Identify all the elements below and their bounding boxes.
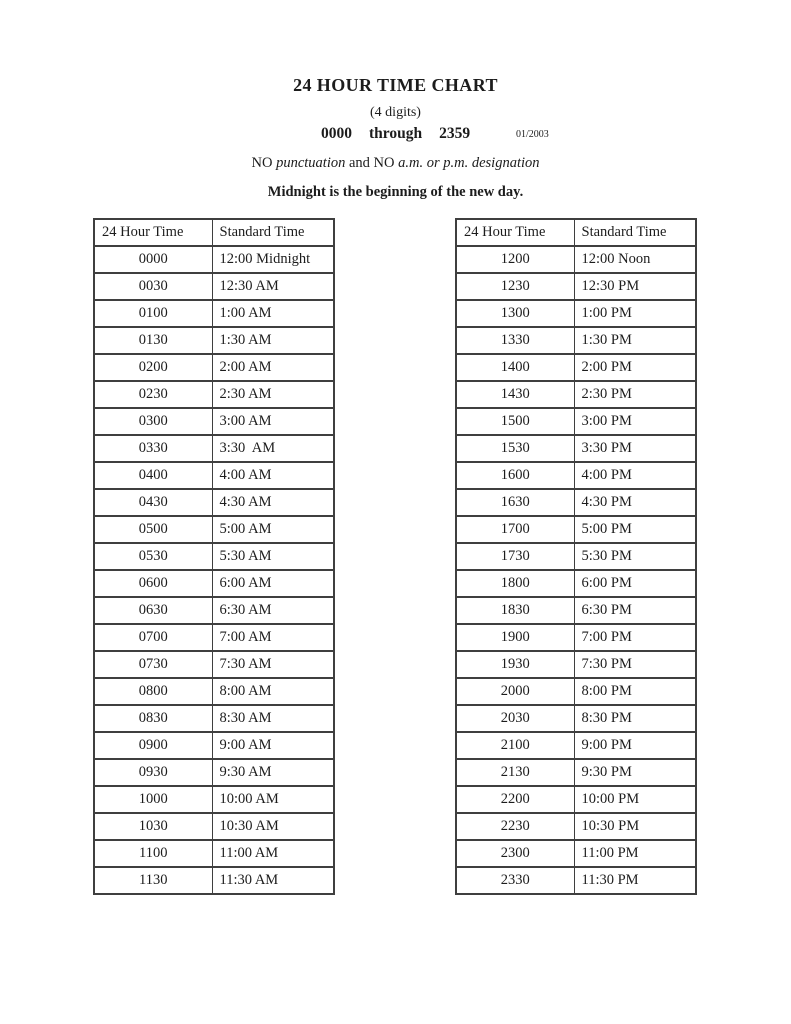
table-row [456,678,696,705]
subtitle-digits: (4 digits) [370,105,421,120]
cell-24hour-time: 0830 [94,705,212,732]
cell-24hour-time: 1730 [456,543,574,570]
cell-standard-time: 5:30 AM [212,543,334,570]
column-header-standard: Standard Time [574,219,696,246]
cell-standard-time: 2:30 AM [212,381,334,408]
table-row [456,543,696,570]
range-end: 2359 [439,125,471,142]
cell-standard-time: 1:00 AM [212,300,334,327]
table-row [94,489,334,516]
cell-24hour-time: 1100 [94,840,212,867]
note-midnight: Midnight is the beginning of the new day. [267,184,524,200]
cell-24hour-time: 2230 [456,813,574,840]
table-row [94,300,334,327]
cell-24hour-time: 0200 [94,354,212,381]
table-row [456,813,696,840]
page-title: 24 HOUR TIME CHART [293,75,498,95]
cell-standard-time: 10:00 AM [212,786,334,813]
cell-24hour-time: 1600 [456,462,574,489]
time-table-am [93,218,335,895]
cell-24hour-time: 2030 [456,705,574,732]
cell-24hour-time: 0330 [94,435,212,462]
cell-24hour-time: 1230 [456,273,574,300]
cell-standard-time: 3:30 PM [574,435,696,462]
table-row [94,570,334,597]
cell-24hour-time: 0130 [94,327,212,354]
cell-24hour-time: 0530 [94,543,212,570]
cell-standard-time: 6:00 PM [574,570,696,597]
table-row [456,516,696,543]
table-header-row [456,219,696,246]
cell-standard-time: 12:00 Midnight [212,246,334,273]
cell-24hour-time: 0900 [94,732,212,759]
table-row [94,327,334,354]
cell-standard-time: 4:30 PM [574,489,696,516]
cell-24hour-time: 1300 [456,300,574,327]
table-row [456,570,696,597]
cell-standard-time: 11:30 PM [574,867,696,894]
table-row [456,354,696,381]
table-row [456,705,696,732]
range-line [0,125,791,143]
cell-24hour-time: 0700 [94,624,212,651]
table-row [456,381,696,408]
cell-24hour-time: 0100 [94,300,212,327]
column-header-standard: Standard Time [212,219,334,246]
cell-standard-time: 8:00 PM [574,678,696,705]
table-row [94,381,334,408]
note-punctuation [0,155,791,172]
cell-standard-time: 9:30 AM [212,759,334,786]
table-row [456,327,696,354]
cell-24hour-time: 2000 [456,678,574,705]
note-segment-italic: punctuation [276,155,346,171]
revision-date: 01/2003 [516,129,549,140]
table-row [94,759,334,786]
table-row [94,786,334,813]
table-row [94,273,334,300]
cell-24hour-time: 1400 [456,354,574,381]
cell-standard-time: 9:30 PM [574,759,696,786]
table-row [94,462,334,489]
cell-standard-time: 12:00 Noon [574,246,696,273]
table-row [456,489,696,516]
cell-standard-time: 7:30 PM [574,651,696,678]
cell-standard-time: 4:00 PM [574,462,696,489]
cell-24hour-time: 0800 [94,678,212,705]
cell-24hour-time: 1130 [94,867,212,894]
cell-standard-time: 8:00 AM [212,678,334,705]
cell-24hour-time: 0430 [94,489,212,516]
cell-standard-time: 1:30 PM [574,327,696,354]
table-row [456,867,696,894]
table-row [94,651,334,678]
table-row [94,408,334,435]
range-start: 0000 [320,125,352,142]
cell-standard-time: 2:00 PM [574,354,696,381]
cell-24hour-time: 1200 [456,246,574,273]
cell-24hour-time: 1700 [456,516,574,543]
cell-standard-time: 3:00 PM [574,408,696,435]
table-row [94,543,334,570]
table-row [94,246,334,273]
cell-standard-time: 11:30 AM [212,867,334,894]
cell-24hour-time: 0000 [94,246,212,273]
cell-standard-time: 5:00 PM [574,516,696,543]
column-header-24hour: 24 Hour Time [94,219,212,246]
cell-standard-time: 10:30 AM [212,813,334,840]
cell-standard-time: 11:00 PM [574,840,696,867]
cell-standard-time: 7:30 AM [212,651,334,678]
table-row [94,516,334,543]
note-segment: NO [251,155,277,171]
table-row [94,678,334,705]
cell-24hour-time: 1000 [94,786,212,813]
cell-24hour-time: 1800 [456,570,574,597]
table-row [94,840,334,867]
cell-24hour-time: 0300 [94,408,212,435]
cell-standard-time: 3:30 AM [212,435,334,462]
cell-standard-time: 7:00 AM [212,624,334,651]
cell-standard-time: 2:00 AM [212,354,334,381]
cell-24hour-time: 1530 [456,435,574,462]
table-row [94,354,334,381]
cell-24hour-time: 2130 [456,759,574,786]
cell-24hour-time: 2330 [456,867,574,894]
cell-24hour-time: 0630 [94,597,212,624]
cell-standard-time: 12:30 PM [574,273,696,300]
cell-24hour-time: 1630 [456,489,574,516]
table-row [94,597,334,624]
cell-standard-time: 3:00 AM [212,408,334,435]
cell-standard-time: 9:00 PM [574,732,696,759]
cell-standard-time: 7:00 PM [574,624,696,651]
column-header-24hour: 24 Hour Time [456,219,574,246]
cell-24hour-time: 0930 [94,759,212,786]
cell-24hour-time: 0400 [94,462,212,489]
cell-24hour-time: 2100 [456,732,574,759]
cell-standard-time: 9:00 AM [212,732,334,759]
cell-standard-time: 1:30 AM [212,327,334,354]
table-row [456,786,696,813]
cell-24hour-time: 1500 [456,408,574,435]
cell-24hour-time: 2300 [456,840,574,867]
cell-standard-time: 10:00 PM [574,786,696,813]
cell-24hour-time: 1830 [456,597,574,624]
cell-24hour-time: 1930 [456,651,574,678]
table-row [94,867,334,894]
cell-standard-time: 6:30 AM [212,597,334,624]
cell-standard-time: 6:30 PM [574,597,696,624]
time-table-pm [455,218,697,895]
table-row [456,840,696,867]
cell-standard-time: 5:30 PM [574,543,696,570]
cell-24hour-time: 1430 [456,381,574,408]
cell-standard-time: 1:00 PM [574,300,696,327]
cell-standard-time: 8:30 AM [212,705,334,732]
cell-standard-time: 4:30 AM [212,489,334,516]
table-row [456,759,696,786]
cell-standard-time: 11:00 AM [212,840,334,867]
cell-standard-time: 8:30 PM [574,705,696,732]
table-row [94,732,334,759]
cell-standard-time: 2:30 PM [574,381,696,408]
note-segment-italic: a.m. or p.m. designation [398,155,540,171]
table-row [94,435,334,462]
cell-standard-time: 12:30 AM [212,273,334,300]
cell-24hour-time: 2200 [456,786,574,813]
note-segment: and NO [345,155,399,171]
table-row [456,273,696,300]
cell-standard-time: 6:00 AM [212,570,334,597]
table-header-row [94,219,334,246]
table-row [94,624,334,651]
range-connector: through [368,125,423,142]
cell-24hour-time: 0230 [94,381,212,408]
table-row [94,813,334,840]
table-row [456,246,696,273]
table-row [456,732,696,759]
cell-24hour-time: 0030 [94,273,212,300]
cell-24hour-time: 1900 [456,624,574,651]
table-row [456,435,696,462]
table-row [456,462,696,489]
table-row [94,705,334,732]
cell-standard-time: 4:00 AM [212,462,334,489]
cell-24hour-time: 1030 [94,813,212,840]
cell-standard-time: 5:00 AM [212,516,334,543]
table-row [456,300,696,327]
table-row [456,651,696,678]
cell-24hour-time: 0500 [94,516,212,543]
table-row [456,408,696,435]
cell-24hour-time: 0730 [94,651,212,678]
cell-standard-time: 10:30 PM [574,813,696,840]
table-row [456,624,696,651]
cell-24hour-time: 1330 [456,327,574,354]
cell-24hour-time: 0600 [94,570,212,597]
table-row [456,597,696,624]
